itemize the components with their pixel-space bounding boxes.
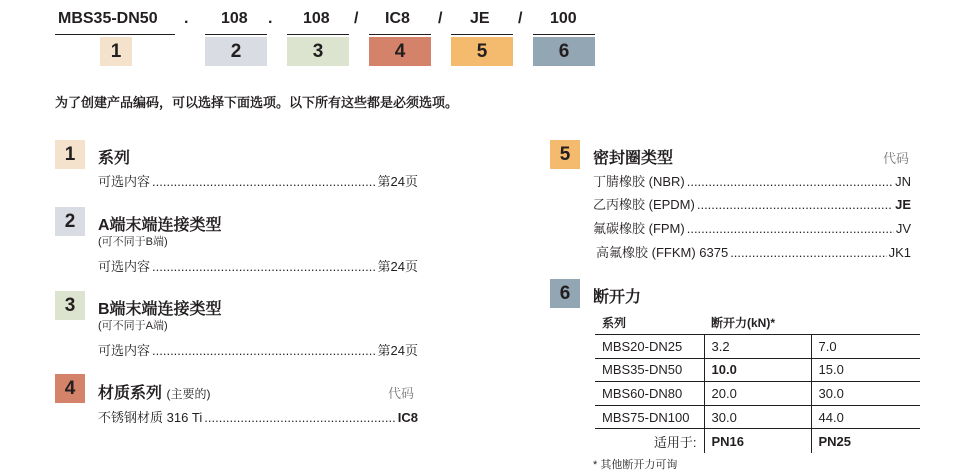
code-separator: / (354, 10, 359, 27)
intro-text: 为了创建产品编码，可以选择下面选项。以下所有这些都是必须选项。 (55, 95, 459, 110)
seal-code: JN (895, 174, 911, 189)
table-cell-force-a: 10.0 (704, 358, 811, 382)
table-footer-row (595, 429, 920, 453)
dot-leader (730, 245, 886, 260)
table-header-force: 断开力(kN)* (711, 316, 776, 331)
seal-row (593, 218, 911, 237)
code-material: IC8 (385, 10, 410, 27)
code-box-3: 3 (287, 37, 349, 66)
code-separator: / (438, 10, 443, 27)
table-cell-series: MBS35-DN50 (595, 358, 704, 382)
code-separator: . (268, 10, 273, 27)
seal-label: 乙丙橡胶 (EPDM) (593, 197, 695, 212)
section-1-number: 1 (55, 140, 85, 169)
code-box-2: 2 (205, 37, 267, 66)
footnote: * 其他断开力可询 (593, 459, 678, 471)
row-label: 可选内容 (98, 174, 151, 189)
table-cell-series: MBS60-DN80 (595, 382, 704, 406)
section-4-row (98, 407, 418, 426)
table-cell-series: MBS20-DN25 (595, 335, 704, 359)
code-underline (287, 34, 349, 35)
row-label: 可选内容 (98, 343, 151, 358)
table-cell-force-b: 15.0 (811, 358, 920, 382)
code-series: MBS35-DN50 (58, 10, 158, 27)
dot-leader (687, 174, 893, 189)
seal-row (593, 171, 911, 190)
breakout-force-table (595, 311, 920, 453)
dot-leader (204, 410, 396, 425)
seal-label: 高氟橡胶 (FFKM) 6375 (596, 245, 729, 260)
dot-leader (697, 197, 893, 212)
code-underline (451, 34, 513, 35)
page-reference: 第24页 (377, 259, 418, 274)
code-separator: / (518, 10, 523, 27)
table-footer-label: 适用于: (595, 429, 704, 453)
dot-leader (152, 259, 376, 274)
section-1-row (98, 171, 418, 190)
table-cell-force-a: 30.0 (704, 405, 811, 429)
section-2-number: 2 (55, 207, 85, 236)
seal-row (593, 194, 911, 213)
table-cell-series: MBS75-DN100 (595, 405, 704, 429)
section-5-title: 密封圈类型 (593, 150, 674, 167)
section-2-title: A端末端连接类型 (98, 217, 222, 234)
code-underline (533, 34, 595, 35)
section-3-row (98, 340, 418, 359)
section-4-title-text: 材质系列 (98, 385, 163, 402)
seal-label: 氟碳橡胶 (FPM) (593, 221, 685, 236)
section-6-number: 6 (550, 279, 580, 308)
seal-code: JK1 (888, 245, 911, 260)
table-row (595, 405, 920, 429)
row-label: 不锈钢材质 316 Ti (98, 410, 203, 425)
code-underline (205, 34, 267, 35)
dot-leader (152, 174, 376, 189)
table-cell-force-a: 20.0 (704, 382, 811, 406)
table-header-series: 系列 (602, 316, 627, 331)
section-3-number: 3 (55, 291, 85, 320)
code-box-6: 6 (533, 37, 595, 66)
section-1-title: 系列 (98, 150, 131, 167)
table-cell-force-b: 30.0 (811, 382, 920, 406)
dot-leader (687, 221, 894, 236)
table-footer-pn-a: PN16 (704, 429, 811, 453)
table-footer-pn-b: PN25 (811, 429, 920, 453)
page-reference: 第24页 (377, 174, 418, 189)
section-3-title: B端末端连接类型 (98, 301, 222, 318)
code-underline (55, 34, 175, 35)
code-end-b: 108 (303, 10, 330, 27)
seal-code: JV (895, 221, 911, 236)
code-breakout: 100 (550, 10, 577, 27)
section-2-subtitle: (可不同于B端) (98, 236, 168, 248)
table-row (595, 382, 920, 406)
row-label: 可选内容 (98, 259, 151, 274)
table-row (595, 335, 920, 359)
section-4-code-header: 代码 (388, 386, 415, 401)
seal-row (596, 242, 911, 261)
seal-label: 丁腈橡胶 (NBR) (593, 174, 685, 189)
code-separator: . (184, 10, 189, 27)
table-header-row (595, 311, 920, 335)
code-box-4: 4 (369, 37, 431, 66)
table-cell-force-b: 7.0 (811, 335, 920, 359)
section-4-number: 4 (55, 374, 85, 403)
code-seal: JE (470, 10, 490, 27)
code-box-5: 5 (451, 37, 513, 66)
code-box-1: 1 (100, 37, 132, 66)
section-2-row (98, 256, 418, 275)
section-6-title: 断开力 (593, 289, 642, 306)
table-cell-force-a: 3.2 (704, 335, 811, 359)
material-code: IC8 (397, 410, 418, 425)
section-5-number: 5 (550, 140, 580, 169)
section-4-title-note: (主要的) (166, 387, 211, 401)
seal-code: JE (895, 197, 911, 212)
section-5-code-header: 代码 (883, 151, 910, 166)
table-row (595, 358, 920, 382)
dot-leader (152, 343, 376, 358)
code-end-a: 108 (221, 10, 248, 27)
section-3-subtitle: (可不同于A端) (98, 320, 168, 332)
page-reference: 第24页 (377, 343, 418, 358)
section-4-title (98, 380, 210, 403)
table-cell-force-b: 44.0 (811, 405, 920, 429)
code-underline (369, 34, 431, 35)
